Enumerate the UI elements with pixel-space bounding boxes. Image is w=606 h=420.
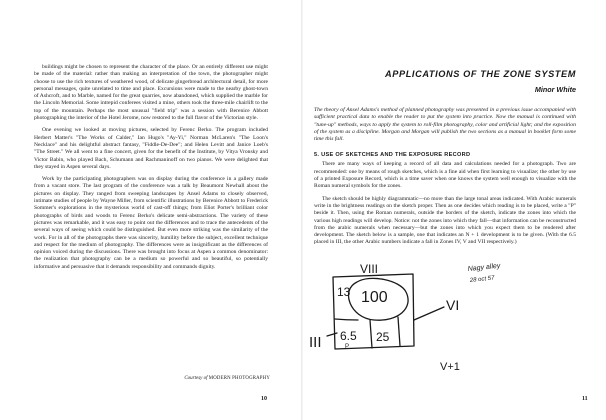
section-title: 5. USE OF SKETCHES AND THE EXPOSURE RECORD xyxy=(314,152,471,159)
paragraph: One evening we looked at moving pictures, selected by Ferenc Berko. The program included Herbert Matter's "The Works of Calder," Ian Hugo's "Ay-Yi," Norman McLaren's "The Loon's Necklace" and his delightful abstract fantasy, "Fiddle-De-Dee"; and Helen Levitt and Janice Loeb's "The Street." We all went to a fine concert, given for the benefit of the Institute, by Vitya Vronsky and Victor Babin, who played Bach, Schumann and Rachmaninoff on two pianos. We were delighted that they stayed in Aspen several days. xyxy=(34,127,268,170)
sketch-reading: 100 xyxy=(361,289,388,306)
zone-label: V+1 xyxy=(440,361,460,373)
zone-label: III xyxy=(309,334,322,351)
article-author: Minor White xyxy=(534,85,576,94)
credit-prefix: Courtesy of xyxy=(184,376,208,381)
zone-pointer-line xyxy=(414,307,444,320)
paragraph: The sketch should be highly diagrammatic—no more than the large tonal areas indicated. With Arabic numerals write in the brightness readings on the sketch proper. Then as one decides which reading is to be placed, write a "P" beside it. Then, using the Roman numerals, outside the borders of the sketch, indicate the zones into which the various high readings will develop. Notice: not the zones into which they fall—that information can be reconstructed from the arabic numerals when necessary—but the zones into which you expect them to be rendered after development. The sketch below is a sample, one that indicates an N + 1 development is to be given. (With the 6.5 placed in III, the other Arabic numbers indicate a fall in Zones IV, V and VII respectively.) xyxy=(314,195,576,246)
credit-source: MODERN PHOTOGRAPHY xyxy=(208,376,270,381)
sketch-reading: 25 xyxy=(376,330,390,344)
paragraph: buildings might be chosen to represent the character of the place. Or an entirely different use might be made of the material: rather than making an interpretation of the town, the photographer might choose to use the rich textures of weathered wood, of delicate gingerbread architectural detail, for more personal messages, quite unrelated to time and place. Excursions were made to the nearby ghost-town of Ashcroft, and to Marble, named for the great quarries, now abandoned, which supplied the marble for the Lincoln Memorial. Some intrepid conferees visited a mine, others took the three-mile chairlift to the top of the mountain. Perhaps the most unusual "field trip" was a session with Berenice Abbott photographing the interior of the Hotel Jerome, now restored to the full flavor of the Victorian style. xyxy=(34,64,268,122)
sketch-divider xyxy=(398,317,400,346)
placement-mark: P xyxy=(345,344,350,350)
sketch-reading: 6.5 xyxy=(340,329,357,343)
intro-paragraph: The theory of Ansel Adams's method of planned photography was presented in a previous issue accompanied with sufficient practical data to enable the reader to put the system into practice. Now the manual is continued with "tune-up" methods, ways to apply the system to roll-film photography, color and artificial light; and the exposition of the system as a discipline. Morgan and Morgan will publish the two sections as a manual in booklet form some time this fall. xyxy=(314,107,576,143)
paragraph: Work by the participating photographers was on display during the conference in a gallery made from a vacant store. The last program of the conference was a talk by Beaumont Newhall about the pictures on display. They ranged from sweeping landscapes by Ansel Adams to closely observed, intimate studies of people by Wayne Miller, from scientific illustrations by Berenice Abbott to Frederick Sommer's explorations in the mysterious world of cast-off things; from Eliot Porter's brilliant color photographs of birds and woods to Ferenc Berko's delicate semi-abstractions. The variety of these pictures was remarkable, and it was easy to point out the differences and to trace the antecedents of the several ways of seeing which could be distinguished. But even more striking was the similarity of the work. For in all of the photographs there was sincerity, humility before the subject, excellent technique and respect for the medium of photography. The differences were as insignificant as the differences of opinion voiced during the discussions. There was brought into focus at Aspen a common denominator: the realization that photography can be a medium so powerful and so beautiful, so potentially informative and persuasive that it demands responsibility and commands dignity. xyxy=(34,176,268,270)
zone-pointer-line xyxy=(327,333,337,336)
page-number: 10 xyxy=(261,396,267,402)
article-heading: APPLICATIONS OF THE ZONE SYSTEM xyxy=(385,69,576,79)
paragraph: There are many ways of keeping a record of all data and calculations needed for a photograph. Two are recommended: one by means of rough sketches, which is a fine aid when first learning to visualize; the other by use of a printed Exposure Record, which is a time saver when one knows the system well enough to visualize with the Roman numeral symbols for the zones. xyxy=(314,161,576,190)
right-text-column xyxy=(314,69,576,247)
sketch-reading: 13 xyxy=(337,285,351,299)
zone-sketch xyxy=(302,262,502,410)
sketch-note: Nagy alley xyxy=(467,262,501,273)
sketch-note: 28 oct 57 xyxy=(469,275,495,284)
zone-label: VI xyxy=(446,297,460,313)
page-number: 11 xyxy=(582,396,588,402)
sketch-divider xyxy=(335,319,358,320)
sketch-divider xyxy=(370,320,372,348)
photo-credit xyxy=(140,376,270,381)
left-text-column xyxy=(34,64,268,271)
zone-label: VIII xyxy=(360,262,379,276)
